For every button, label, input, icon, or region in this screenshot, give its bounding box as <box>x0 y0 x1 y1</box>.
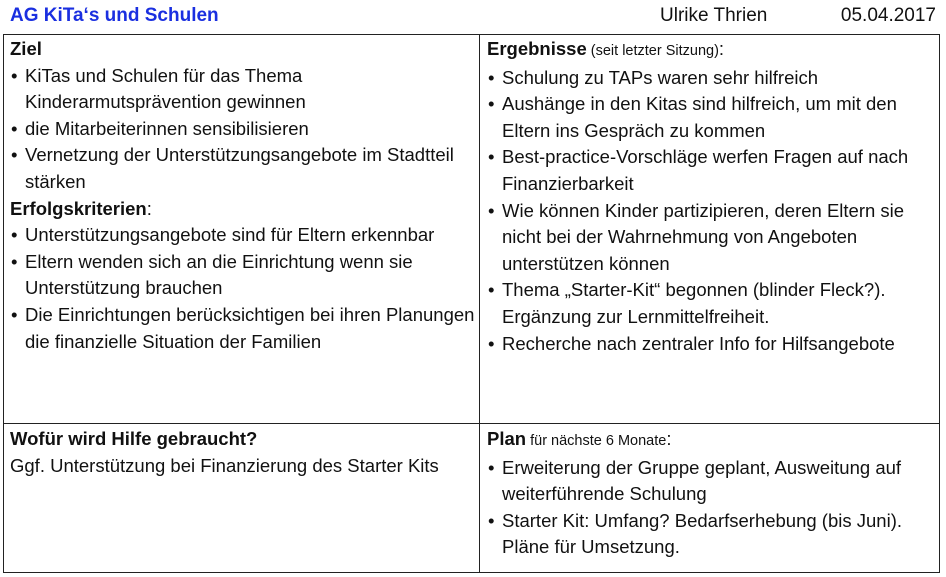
ziel-heading: Ziel <box>10 38 42 59</box>
report-table <box>3 34 940 573</box>
hilfe-text: Ggf. Unterstützung bei Finanzierung des Starter Kits <box>10 454 439 476</box>
ergebnisse-heading: Ergebnisse (seit letzter Sitzung): <box>487 38 725 59</box>
bullet-icon: • <box>488 66 495 88</box>
list-item: • die Mitarbeiterinnen sensibilisieren <box>10 116 475 143</box>
list-item: • Starter Kit: Umfang? Bedarfserhebung (bis Juni). Pläne für Umsetzung. <box>488 509 902 558</box>
bullet-icon: • <box>488 199 495 221</box>
erfolgskriterien-heading: Erfolgskriterien: <box>10 197 152 219</box>
hilfe-heading: Wofür wird Hilfe gebraucht? <box>10 428 258 449</box>
document-title: AG KiTa‘s und Schulen <box>10 5 219 26</box>
bullet-icon: • <box>11 64 18 86</box>
ergebnisse-list <box>487 65 935 358</box>
document-date: 05.04.2017 <box>840 5 936 26</box>
bullet-icon: • <box>11 250 18 272</box>
bullet-icon: • <box>488 146 495 168</box>
bullet-icon: • <box>488 509 495 531</box>
row-divider <box>4 423 939 424</box>
document-header <box>8 0 938 30</box>
results-cell <box>481 35 939 423</box>
ziel-list <box>10 63 475 196</box>
goals-cell <box>4 35 479 423</box>
list-item: • KiTas und Schulen für das Thema Kinderarmutsprävention gewinnen <box>11 64 306 113</box>
bullet-icon: • <box>11 117 18 139</box>
plan-cell <box>481 425 939 572</box>
list-item: • Vernetzung der Unterstützungsangebote im Stadtteil stärken <box>11 144 454 192</box>
help-cell <box>4 425 479 572</box>
bullet-icon: • <box>11 224 18 246</box>
list-item: • Aushänge in den Kitas sind hilfreich, um mit den Eltern ins Gespräch zu kommen <box>488 93 897 141</box>
bullet-icon: • <box>488 332 495 354</box>
list-item: • Best-practice-Vorschläge werfen Fragen auf nach Finanzierbarkeit <box>488 146 909 194</box>
bullet-icon: • <box>11 144 18 166</box>
plan-list <box>487 455 935 561</box>
list-item: • Unterstützungsangebote sind für Eltern erkennbar <box>10 222 475 249</box>
list-item: • Erweiterung der Gruppe geplant, Ausweitung auf weiterführende Schulung <box>488 456 902 505</box>
plan-heading: Plan für nächste 6 Monate: <box>487 428 672 449</box>
erfolgskriterien-list <box>10 222 475 355</box>
bullet-icon: • <box>488 456 495 478</box>
list-item: • Eltern wenden sich an die Einrichtung wenn sie Unterstützung brauchen <box>11 250 413 299</box>
list-item: • Wie können Kinder partizipieren, deren Eltern sie nicht bei der Wahrnehmung von Angeboten unterstützen können <box>488 199 905 274</box>
list-item: • Recherche nach zentraler Info for Hilfsangebote <box>487 331 935 358</box>
bullet-icon: • <box>11 303 18 325</box>
bullet-icon: • <box>488 93 495 115</box>
column-divider <box>479 35 480 572</box>
list-item: • Schulung zu TAPs waren sehr hilfreich <box>487 65 935 92</box>
list-item: • Thema „Starter-Kit“ begonnen (blinder Fleck?). Ergänzung zur Lernmittelfreiheit. <box>488 279 886 327</box>
author-name: Ulrike Thrien <box>660 5 768 26</box>
bullet-icon: • <box>488 279 495 301</box>
list-item: • Die Einrichtungen berücksichtigen bei ihren Planungen die finanzielle Situation der Familien <box>11 303 475 352</box>
